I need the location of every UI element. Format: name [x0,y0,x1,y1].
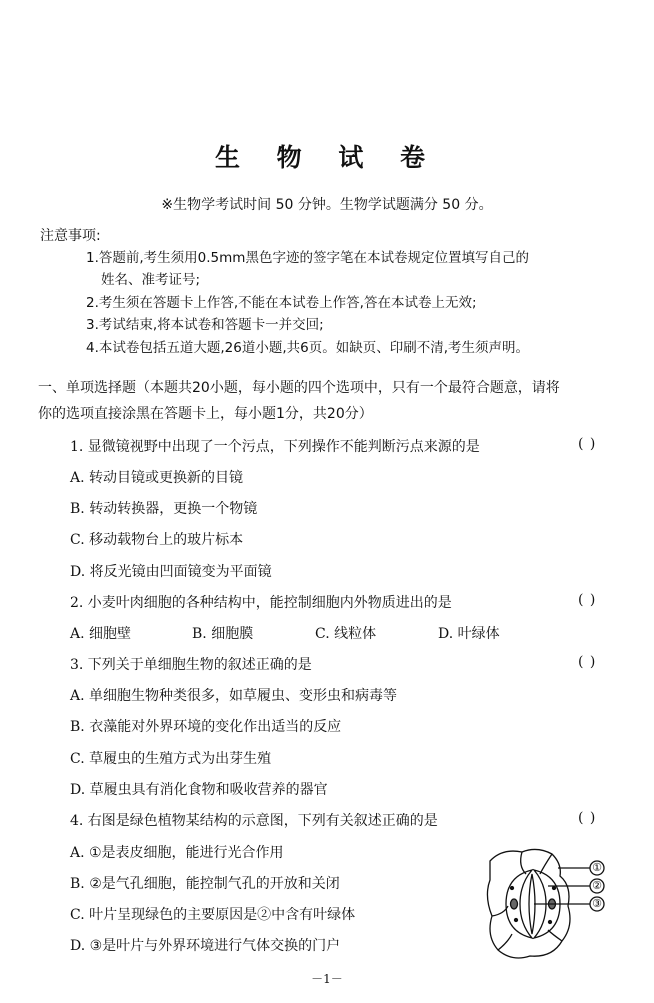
question-3-stem: 3. 下列关于单细胞生物的叙述正确的是 [70,657,312,673]
diagram-label-2-text: ② [592,879,602,892]
question-1-option-c: C. 移动载物台上的玻片标本 [70,532,244,548]
question-3-option-d: D. 草履虫具有消化食物和吸收营养的器官 [70,782,328,798]
question-4-stem: 4. 右图是绿色植物某结构的示意图，下列有关叙述正确的是 [70,813,438,829]
notice-item-4: 4.本试卷包括五道大题,26道小题,共6页。如缺页、印刷不清,考生须声明。 [86,340,530,356]
notice-item-2: 2.考生须在答题卡上作答,不能在本试卷上作答,答在本试卷上无效; [86,295,477,311]
question-1-option-b: B. 转动转换器，更换一个物镜 [70,501,258,517]
exam-info: ※生物学考试时间 50 分钟。生物学试题满分 50 分。 [161,197,493,213]
notice-item-1-cont: 姓名、准考证号; [101,272,201,288]
question-1-answer-blank: ( ) [578,436,597,452]
diagram-label-3-text: ③ [592,897,602,910]
question-3-option-c: C. 草履虫的生殖方式为出芽生殖 [70,751,272,767]
notice-item-1: 1.答题前,考生须用0.5mm黑色字迹的签字笔在本试卷规定位置填写自己的 [86,250,529,266]
diagram-label-1-text: ① [592,861,602,874]
diagram-label-circle-1 [590,859,604,877]
question-4-option-a: A. ①是表皮细胞，能进行光合作用 [70,845,284,861]
question-2-option-b: B. 细胞膜 [192,626,254,642]
question-2-option-c: C. 线粒体 [315,626,377,642]
question-1-option-d: D. 将反光镜由凹面镜变为平面镜 [70,564,272,580]
question-3-answer-blank: ( ) [578,654,597,670]
section-heading-line2: 你的选项直接涂黑在答题卡上，每小题1分，共20分） [38,406,373,422]
section-heading-line1: 一、单项选择题（本题共20小题，每小题的四个选项中，只有一个最符合题意，请将 [38,380,560,396]
question-2-stem: 2. 小麦叶肉细胞的各种结构中，能控制细胞内外物质进出的是 [70,595,452,611]
question-1-option-a: A. 转动目镜或更换新的目镜 [70,470,244,486]
question-2-option-d: D. 叶绿体 [438,626,500,642]
notice-item-3: 3.考试结束,将本试卷和答题卡一并交回; [86,317,324,333]
question-4-option-c: C. 叶片呈现绿色的主要原因是②中含有叶绿体 [70,907,356,923]
question-3-option-b: B. 衣藻能对外界环境的变化作出适当的反应 [70,719,342,735]
page-number: －1－ [311,972,343,986]
question-4-answer-blank: ( ) [578,810,597,826]
diagram-label-circle-2 [590,877,604,895]
question-2-option-a: A. 细胞壁 [70,626,132,642]
question-2-answer-blank: ( ) [578,592,597,608]
question-4-option-b: B. ②是气孔细胞，能控制气孔的开放和关闭 [70,876,340,892]
question-1-stem: 1. 显微镜视野中出现了一个污点，下列操作不能判断污点来源的是 [70,439,480,455]
question-4-option-d: D. ③是叶片与外界环境进行气体交换的门户 [70,938,341,954]
notice-heading: 注意事项: [40,228,101,244]
question-3-option-a: A. 单细胞生物种类很多，如草履虫、变形虫和病毒等 [70,688,398,704]
diagram-label-circle-3 [590,895,604,913]
page-title: 生 物 试 卷 [214,143,440,172]
